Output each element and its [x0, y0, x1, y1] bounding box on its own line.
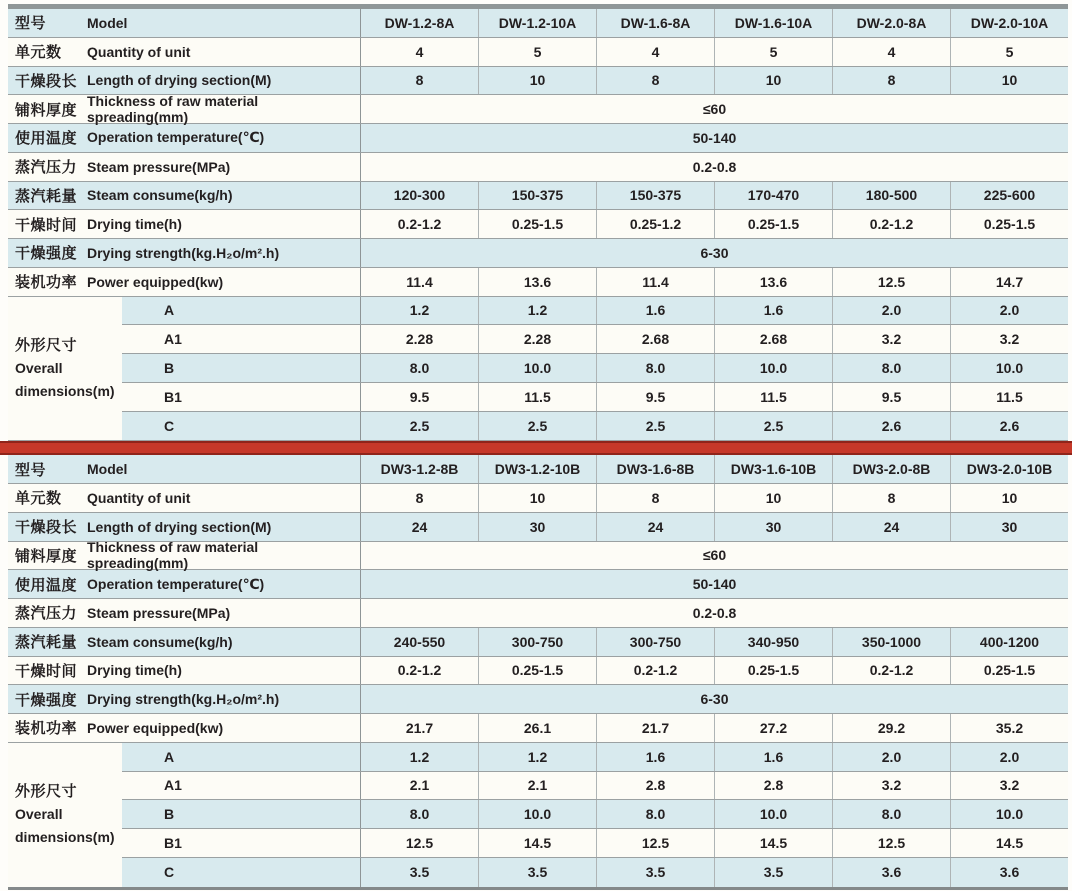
value-cell: 12.5 — [596, 829, 714, 857]
value-cell: 170-470 — [714, 182, 832, 210]
value-cell: 14.5 — [714, 829, 832, 857]
row-label-en: Quantity of unit — [87, 489, 191, 506]
row-label — [8, 628, 360, 656]
value-cell: 12.5 — [360, 829, 478, 857]
value-cell: DW3-2.0-8B — [832, 455, 950, 483]
merged-value-cell: 50-140 — [360, 570, 1068, 598]
row-label-cn: 干燥强度 — [15, 245, 78, 263]
value-cell: 0.2-1.2 — [596, 657, 714, 685]
value-cell: 8.0 — [360, 354, 478, 382]
row-consume — [8, 628, 1068, 657]
value-cell: 12.5 — [832, 268, 950, 296]
value-cell: 10 — [478, 484, 596, 512]
row-label-cn: 装机功率 — [15, 720, 78, 738]
row-label — [8, 455, 360, 483]
value-cell: 180-500 — [832, 182, 950, 210]
value-cell: 10 — [714, 67, 832, 95]
value-cell: 0.25-1.2 — [596, 210, 714, 238]
row-label — [8, 539, 360, 572]
row-label-cn: 干燥段长 — [15, 519, 78, 537]
dim-sublabel: B — [164, 806, 175, 823]
row-strength — [8, 239, 1068, 268]
row-dim-b1 — [122, 829, 1068, 858]
value-cell: 2.0 — [832, 297, 950, 325]
row-temperature — [8, 570, 1068, 599]
value-cell: 26.1 — [478, 714, 596, 742]
row-label — [8, 210, 360, 238]
value-cell: 11.5 — [714, 383, 832, 411]
value-cell: 2.28 — [360, 325, 478, 353]
value-cell: 2.5 — [478, 412, 596, 441]
value-cell: 24 — [832, 513, 950, 541]
dimensions-label — [8, 297, 122, 441]
row-label-en: Quantity of unit — [87, 43, 191, 60]
value-cell: 8 — [360, 67, 478, 95]
row-label-en: Steam pressure(MPa) — [87, 158, 231, 175]
value-cell: 8.0 — [596, 354, 714, 382]
row-label — [8, 239, 360, 267]
row-label — [8, 599, 360, 627]
value-cell: 2.8 — [596, 772, 714, 800]
row-label-cn: 干燥强度 — [15, 691, 78, 709]
value-cell: 3.2 — [950, 325, 1068, 353]
value-cell: 14.5 — [478, 829, 596, 857]
value-cell: 8 — [596, 67, 714, 95]
value-cell: 8.0 — [596, 800, 714, 828]
value-cell: 0.25-1.5 — [714, 657, 832, 685]
row-label — [8, 67, 360, 95]
row-label-cn: 型号 — [15, 15, 47, 33]
row-label-cn: 单元数 — [15, 490, 62, 508]
value-cell: 8.0 — [832, 800, 950, 828]
row-label-cn: 装机功率 — [15, 274, 78, 292]
value-cell: DW3-1.2-10B — [478, 455, 596, 483]
merged-value-cell: 50-140 — [360, 124, 1068, 152]
row-label-en: Drying time(h) — [87, 662, 182, 679]
row-time — [8, 657, 1068, 686]
red-divider — [0, 441, 1072, 455]
row-label-en: Model — [87, 461, 128, 478]
row-label-en: Thickness of raw material spreading(mm) — [87, 93, 259, 126]
row-label-cn: 干燥时间 — [15, 216, 78, 234]
value-cell: DW-1.6-10A — [714, 9, 832, 37]
value-cell: 1.6 — [596, 297, 714, 325]
value-cell: 2.68 — [714, 325, 832, 353]
value-cell: DW-2.0-8A — [832, 9, 950, 37]
value-cell: DW3-2.0-10B — [950, 455, 1068, 483]
value-cell: 14.5 — [950, 829, 1068, 857]
value-cell: 0.25-1.5 — [478, 210, 596, 238]
row-dim-b1 — [122, 383, 1068, 412]
value-cell: 2.0 — [950, 743, 1068, 771]
value-cell: 3.2 — [832, 325, 950, 353]
merged-value-cell: ≤60 — [360, 542, 1068, 570]
merged-value-cell: 0.2-0.8 — [360, 599, 1068, 627]
dim-sublabel: C — [164, 864, 175, 881]
value-cell: 30 — [714, 513, 832, 541]
value-cell: 1.6 — [714, 743, 832, 771]
row-label — [8, 714, 360, 742]
dim-sublabel: A — [164, 748, 175, 765]
row-label-cn: 干燥段长 — [15, 72, 78, 90]
row-label-cn: 单元数 — [15, 44, 62, 62]
value-cell: 10.0 — [478, 354, 596, 382]
row-quantity — [8, 38, 1068, 67]
row-power — [8, 714, 1068, 743]
row-label — [8, 657, 360, 685]
value-cell: 5 — [714, 38, 832, 66]
value-cell: 11.5 — [478, 383, 596, 411]
value-cell: 0.2-1.2 — [360, 210, 478, 238]
row-thickness — [8, 539, 1068, 572]
value-cell: 300-750 — [596, 628, 714, 656]
value-cell: 340-950 — [714, 628, 832, 656]
dimensions-label-en2: dimensions(m) — [15, 382, 115, 399]
value-cell: 1.2 — [478, 743, 596, 771]
value-cell: 10.0 — [478, 800, 596, 828]
row-dim-a1 — [122, 772, 1068, 801]
row-length — [8, 67, 1068, 96]
row-label-cn: 铺料厚度 — [15, 101, 78, 119]
row-label-en: Thickness of raw material spreading(mm) — [87, 539, 259, 572]
value-cell: DW-1.2-10A — [478, 9, 596, 37]
value-cell: 2.1 — [478, 772, 596, 800]
value-cell: 9.5 — [832, 383, 950, 411]
value-cell: 300-750 — [478, 628, 596, 656]
value-cell: DW-1.2-8A — [360, 9, 478, 37]
dim-sublabel: B1 — [164, 834, 182, 851]
value-cell: 2.28 — [478, 325, 596, 353]
value-cell: 0.25-1.5 — [478, 657, 596, 685]
row-label — [8, 182, 360, 210]
row-label-en: Operation temperature(℃) — [87, 129, 265, 146]
value-cell: 21.7 — [360, 714, 478, 742]
row-label-en: Steam consume(kg/h) — [87, 633, 233, 650]
row-label-en: Drying strength(kg.H₂o/m².h) — [87, 691, 280, 708]
value-cell: 10.0 — [714, 800, 832, 828]
row-label — [8, 9, 360, 37]
value-cell: 3.5 — [360, 858, 478, 887]
value-cell: 11.5 — [950, 383, 1068, 411]
value-cell: 8 — [360, 484, 478, 512]
value-cell: 27.2 — [714, 714, 832, 742]
value-cell: 24 — [360, 513, 478, 541]
value-cell: 1.6 — [714, 297, 832, 325]
value-cell: 21.7 — [596, 714, 714, 742]
value-cell: 1.2 — [360, 743, 478, 771]
value-cell: 240-550 — [360, 628, 478, 656]
row-label — [8, 484, 360, 512]
value-cell: 3.5 — [478, 858, 596, 887]
value-cell: 0.2-1.2 — [360, 657, 478, 685]
value-cell: 1.2 — [478, 297, 596, 325]
row-time — [8, 210, 1068, 239]
dim-sublabel: C — [164, 417, 175, 434]
value-cell: 4 — [596, 38, 714, 66]
dimensions-label-cn: 外形尺寸 — [15, 783, 78, 801]
value-cell: 3.5 — [714, 858, 832, 887]
row-quantity — [8, 484, 1068, 513]
row-label-en: Length of drying section(M) — [87, 72, 272, 89]
value-cell: 12.5 — [832, 829, 950, 857]
value-cell: 8 — [832, 484, 950, 512]
value-cell: 8.0 — [832, 354, 950, 382]
row-label-en: Steam pressure(MPa) — [87, 604, 231, 621]
merged-value-cell: 6-30 — [360, 239, 1068, 267]
value-cell: 9.5 — [596, 383, 714, 411]
dimensions-rows — [122, 743, 1068, 887]
value-cell: 3.6 — [832, 858, 950, 887]
value-cell: 10.0 — [714, 354, 832, 382]
dim-sublabel: A1 — [164, 331, 182, 348]
value-cell: 2.5 — [360, 412, 478, 441]
value-cell: 4 — [360, 38, 478, 66]
value-cell: 0.25-1.5 — [714, 210, 832, 238]
dimensions-label-en1: Overall — [15, 806, 63, 823]
spec-table-a — [8, 9, 1068, 441]
value-cell: 11.4 — [596, 268, 714, 296]
row-label-cn: 蒸汽压力 — [15, 159, 78, 177]
dimensions-label-en1: Overall — [15, 359, 63, 376]
value-cell: 0.25-1.5 — [950, 657, 1068, 685]
value-cell: 2.1 — [360, 772, 478, 800]
dimensions-label-cn: 外形尺寸 — [15, 336, 78, 354]
value-cell: 400-1200 — [950, 628, 1068, 656]
dim-sublabel: A1 — [164, 777, 182, 794]
value-cell: 2.5 — [714, 412, 832, 441]
row-dim-c — [122, 412, 1068, 441]
row-strength — [8, 685, 1068, 714]
value-cell: 4 — [832, 38, 950, 66]
value-cell: 2.0 — [832, 743, 950, 771]
row-length — [8, 513, 1068, 542]
row-dim-b — [122, 800, 1068, 829]
row-dim-c — [122, 858, 1068, 887]
overall-dimensions-block — [8, 743, 1068, 887]
value-cell: 0.25-1.5 — [950, 210, 1068, 238]
row-dim-b — [122, 354, 1068, 383]
value-cell: 10 — [714, 484, 832, 512]
row-label-cn: 蒸汽压力 — [15, 605, 78, 623]
value-cell: 29.2 — [832, 714, 950, 742]
row-pressure — [8, 153, 1068, 182]
value-cell: 2.68 — [596, 325, 714, 353]
merged-value-cell: 6-30 — [360, 685, 1068, 713]
dim-sublabel: B1 — [164, 388, 182, 405]
value-cell: 30 — [950, 513, 1068, 541]
value-cell: 350-1000 — [832, 628, 950, 656]
value-cell: DW3-1.2-8B — [360, 455, 478, 483]
value-cell: 5 — [950, 38, 1068, 66]
value-cell: 2.0 — [950, 297, 1068, 325]
value-cell: 0.2-1.2 — [832, 210, 950, 238]
row-label-cn: 干燥时间 — [15, 662, 78, 680]
row-label-en: Drying time(h) — [87, 216, 182, 233]
row-label-en: Steam consume(kg/h) — [87, 187, 233, 204]
merged-value-cell: 0.2-0.8 — [360, 153, 1068, 181]
merged-value-cell: ≤60 — [360, 95, 1068, 123]
value-cell: DW-2.0-10A — [950, 9, 1068, 37]
row-temperature — [8, 124, 1068, 153]
row-model — [8, 455, 1068, 484]
row-label-cn: 蒸汽耗量 — [15, 634, 78, 652]
value-cell: DW-1.6-8A — [596, 9, 714, 37]
row-model — [8, 9, 1068, 38]
dim-sublabel: A — [164, 302, 175, 319]
value-cell: 13.6 — [714, 268, 832, 296]
value-cell: 10.0 — [950, 354, 1068, 382]
row-label-en: Power equipped(kw) — [87, 273, 224, 290]
value-cell: 1.6 — [596, 743, 714, 771]
row-label-en: Operation temperature(℃) — [87, 575, 265, 592]
row-dim-a1 — [122, 325, 1068, 354]
value-cell: 2.6 — [832, 412, 950, 441]
value-cell: 11.4 — [360, 268, 478, 296]
row-label — [8, 93, 360, 126]
row-pressure — [8, 599, 1068, 628]
row-label-cn: 蒸汽耗量 — [15, 187, 78, 205]
value-cell: DW3-1.6-10B — [714, 455, 832, 483]
value-cell: 5 — [478, 38, 596, 66]
value-cell: 0.2-1.2 — [832, 657, 950, 685]
value-cell: 3.5 — [596, 858, 714, 887]
row-label-en: Drying strength(kg.H₂o/m².h) — [87, 244, 280, 261]
row-label-cn: 铺料厚度 — [15, 547, 78, 565]
dimensions-label-en2: dimensions(m) — [15, 829, 115, 846]
row-label — [8, 268, 360, 296]
value-cell: 10 — [950, 484, 1068, 512]
value-cell: DW3-1.6-8B — [596, 455, 714, 483]
row-label-cn: 型号 — [15, 461, 47, 479]
value-cell: 8 — [832, 67, 950, 95]
value-cell: 10 — [478, 67, 596, 95]
value-cell: 30 — [478, 513, 596, 541]
row-label — [8, 685, 360, 713]
value-cell: 2.5 — [596, 412, 714, 441]
row-label — [8, 124, 360, 152]
value-cell: 9.5 — [360, 383, 478, 411]
value-cell: 10 — [950, 67, 1068, 95]
row-label — [8, 38, 360, 66]
dimensions-rows — [122, 297, 1068, 441]
value-cell: 150-375 — [478, 182, 596, 210]
value-cell: 8.0 — [360, 800, 478, 828]
row-thickness — [8, 95, 1068, 124]
value-cell: 24 — [596, 513, 714, 541]
value-cell: 3.6 — [950, 858, 1068, 887]
value-cell: 3.2 — [832, 772, 950, 800]
row-label-cn: 使用温度 — [15, 130, 78, 148]
spec-table-b — [8, 455, 1068, 889]
value-cell: 10.0 — [950, 800, 1068, 828]
value-cell: 13.6 — [478, 268, 596, 296]
row-label — [8, 153, 360, 181]
value-cell: 35.2 — [950, 714, 1068, 742]
row-power — [8, 268, 1068, 297]
value-cell: 225-600 — [950, 182, 1068, 210]
overall-dimensions-block — [8, 297, 1068, 441]
row-consume — [8, 182, 1068, 211]
row-label-en: Power equipped(kw) — [87, 719, 224, 736]
dim-sublabel: B — [164, 359, 175, 376]
value-cell: 8 — [596, 484, 714, 512]
row-label — [8, 570, 360, 598]
row-label-cn: 使用温度 — [15, 576, 78, 594]
value-cell: 14.7 — [950, 268, 1068, 296]
row-label-en: Length of drying section(M) — [87, 518, 272, 535]
value-cell: 2.8 — [714, 772, 832, 800]
value-cell: 150-375 — [596, 182, 714, 210]
row-dim-a — [122, 297, 1068, 326]
dimensions-label — [8, 743, 122, 887]
value-cell: 1.2 — [360, 297, 478, 325]
value-cell: 3.2 — [950, 772, 1068, 800]
value-cell: 2.6 — [950, 412, 1068, 441]
row-label — [8, 513, 360, 541]
value-cell: 120-300 — [360, 182, 478, 210]
row-dim-a — [122, 743, 1068, 772]
row-label-en: Model — [87, 14, 128, 31]
